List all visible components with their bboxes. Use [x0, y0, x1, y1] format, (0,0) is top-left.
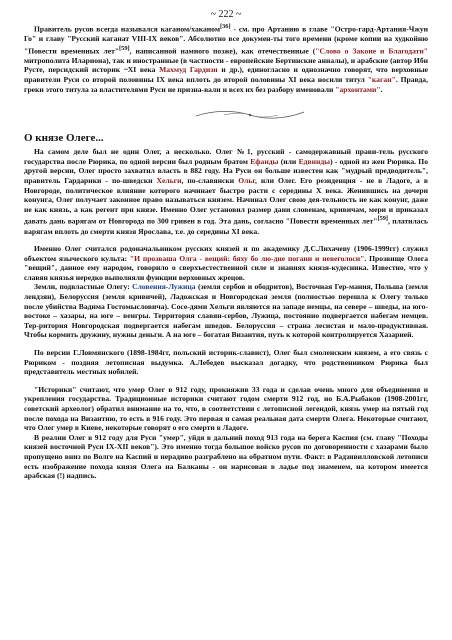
text-run: (или	[278, 156, 299, 166]
highlighted-name: Хельги	[156, 176, 182, 185]
text-run: "Историки" считают, что умер Олег в 912 году, прокняжив 33 года и сделав очень много для объединения и укрепления государства. Традиционные историки считают годом смерти 912 год, но Б.А.Рыбаков (1908-2001гг, советский археолог) обратил внимание на то, что, в соответствии с летописной легендой, князь умер на пятый год после похода на Византию, то есть в 916 году. Это первая и самая реальная дата смерти Олега. Некоторые считают, что Олег умер в Киеве, некоторые говорят о его смерти в Ладоге.	[24, 384, 428, 433]
highlighted-term: "каган"	[367, 75, 396, 85]
quotation: "И прозваша Олга - вещий: бяху бо лю-дие погани и невеголоси"	[129, 253, 365, 263]
text-run: По версии Г.Ловмянского (1898-1984гг, польский историк-славист), Олег был смоленским князем, а его связь с Рюриком - поздняя летописная выдумка. А.Лебедев высказал догадку, что родственником Рюрика был представитель местных нобилей.	[24, 348, 428, 377]
text-run: (земля сербов и ободритов), Восточная Гер-мания, Польша (земля лендзян), Белоруссия (земля кривичей), Ладожская и Новгородская земля (полностью перешла к Олегу только после убийства Вадима Гостомысловича). Сосе-дями Хельги являются на западе немцы, на севере – шведы, на юго-востоке – хазары, на юге – венгры. Территория славян-сербов, Лужица, постоянно подвергается набегам немцев. Тер-ритория Новгородская подвергается набегам шведов. Белоруссия – страна лесистая и мало-продуктивная. Чтобы кормить дружину, нужны деньги. А на юге – богатая Византия, путь к которой контролируется Хазарией.	[24, 282, 428, 340]
text-run: Правитель русов всегда назывался каганом/хаканом	[34, 24, 221, 34]
section-heading: О князе Олеге...	[24, 132, 104, 145]
highlighted-term: "Слово о Законе и Благодати"	[315, 46, 428, 56]
text-run: , по-славянски	[181, 176, 239, 185]
footnote-ref: [59]	[377, 215, 389, 223]
text-run: . Правда, греки этого титула за властителями Руси не призна-вали и всех их без разбору именовали	[24, 75, 428, 94]
paragraph-oleg-intro	[24, 147, 428, 236]
highlighted-term: Махмуд Гардизи	[159, 65, 218, 75]
paragraph-caspian-campaign	[24, 433, 428, 481]
text-run: В реалии Олег в 912 году для Руси "умер", уйдя в дальний поход 913 года на берега Каспия (см. главу "Походы князей восточной Руси IX-XII веков"). Это именно тогда большое войско русов по договоренности с хазарами было пропущено вниз по Волге на Каспий и нерадиво разграблено на обратном пути. Факт: в Радзивилловской летописи есть изображение похода князя Олега на Балканы - он нарисован в ладье под знаменем, на котором имеется арабская (!) надпись.	[24, 432, 428, 481]
text-run: Именно Олег считался родоначальником русских князей и по академику Д.С.Лихачеву (1906-1999гг) служил объектом языческого культа:	[24, 244, 428, 263]
spacer	[24, 340, 428, 348]
text-run: , или Олег. Его резиденция - не в Ладоге, а в Новгороде, политическое влияние которого начинает быстро расти с середины X века. Женившись на дочери конунга, Олег получает законное право называться князем. Начинал Олег свою дея-тельность не как конунг, даже не как князь, а как регент при князе. Именно Олег установил размер дани словенам, кривичам, мери и приказал давать дань варягам от Новгорода по 300 гривен в год. Эта дань, согласно "Повести временных лет"	[24, 176, 428, 226]
paragraph-oleg-lands	[24, 282, 428, 340]
highlighted-term: "архонтами"	[335, 84, 381, 94]
text-run: ) - одной из жен Рюрика. По другой версии, Олег просто захватил власть в 882 году. На Руси он больше известен как "мудрый предводитель", правитель Гардарики - по-шведски	[24, 156, 428, 185]
highlighted-name: Ефанды	[250, 156, 279, 166]
spacer	[24, 236, 428, 244]
footnote-ref: [36]	[220, 23, 231, 30]
text-run: Земли, подвластные Олегу:	[34, 282, 133, 292]
ornament-divider	[24, 94, 428, 132]
text-run: На самом деле был не один Олег, а несколько. Олег №1, русский - самодержавный прави-тель русского государства после Рюрика, по одной версии был родным братом	[24, 147, 428, 166]
paragraph-lovmyansky	[24, 348, 428, 377]
highlighted-place: Словения-Лужица	[132, 282, 196, 292]
text-run: , написанной намного позже), как отечественные (	[129, 46, 316, 56]
highlighted-name: Ольг	[238, 176, 255, 185]
highlighted-name: Едвинды	[298, 156, 331, 166]
text-run: - см. про Артанию в главе "Остро-гард-Артания-Чжун Го" и главу "Русский каганат VIII-IX веков". Абсолютно все докумен-ты того времени (кроме копии на худкойню "Повести временных лет"	[24, 24, 428, 56]
text-run: , платилась варягам вплоть до смерти князя Ярослава, т.е. до середины XI века.	[24, 216, 428, 236]
footnote-ref: [59]	[119, 44, 130, 52]
page-number: ~ 222 ~	[210, 9, 242, 20]
paragraph-oleg-cult	[24, 244, 428, 282]
text-run: .	[380, 84, 383, 94]
spacer	[24, 377, 428, 385]
text-run: . Прозвище Олега "вещий", данное ему народом, говорило о сверхъестественной силе и знаниях князя-кудесника. Известно, что у славян князья нередко выполняли функции верховных жрецов.	[24, 253, 428, 282]
text-run: митрополита Илариона), так и иностранные (в частности - европейские Бертинские анналы), и арабские (автор Ибн Русте, персидский историк ~XI века	[24, 55, 428, 75]
paragraph-kagan-title	[24, 22, 428, 94]
text-run: и др.), единогласно и однозначно говорят, что верховные правители Руси со второй половины IX века вплоть до второй половины XI века носили титул	[24, 65, 428, 85]
flourish-icon	[194, 106, 306, 122]
paragraph-oleg-death	[24, 385, 428, 433]
